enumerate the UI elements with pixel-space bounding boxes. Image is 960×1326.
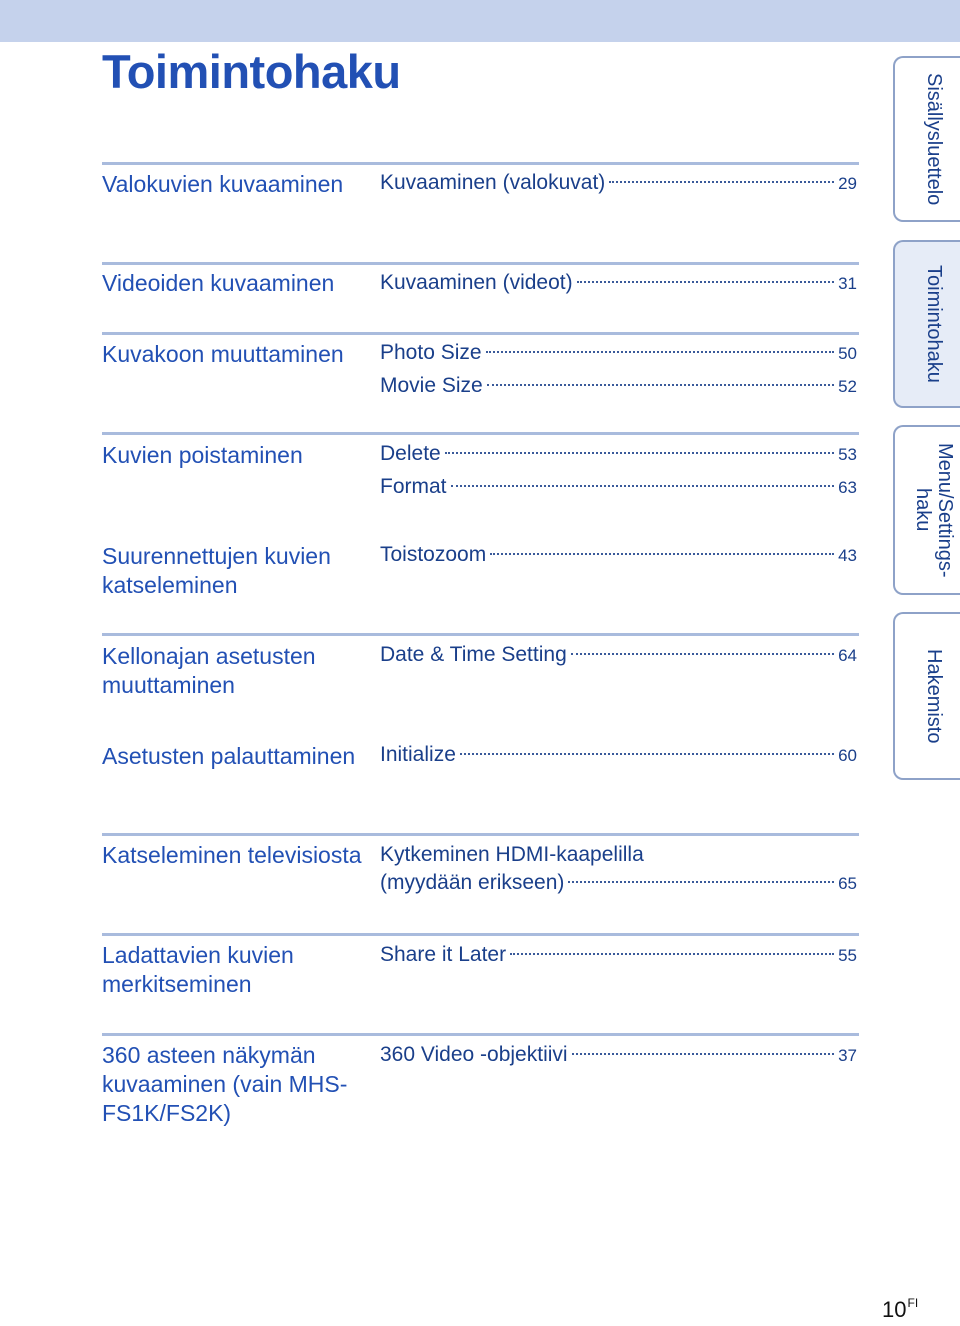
category-label: Videoiden kuvaaminen xyxy=(102,270,335,296)
entry-label-line2: (myydään erikseen) xyxy=(380,871,565,894)
dot-leader xyxy=(571,653,834,655)
index-entry[interactable] xyxy=(380,740,857,770)
entry-label: 360 Video -objektiivi xyxy=(380,1043,568,1066)
entry-label: Share it Later xyxy=(380,943,507,966)
dot-leader xyxy=(460,753,834,755)
page-title: Toimintohaku xyxy=(102,45,401,98)
index-entry[interactable] xyxy=(380,439,857,469)
dot-leader xyxy=(486,351,835,353)
entry-page-number: 65 xyxy=(838,874,857,893)
tab-toimintohaku[interactable] xyxy=(893,240,960,408)
category-label: Kuvien poistaminen xyxy=(102,442,303,468)
tab-hakemisto[interactable] xyxy=(893,612,960,780)
entry-page-number: 60 xyxy=(838,746,857,765)
index-entry[interactable] xyxy=(380,540,857,570)
tab-menu-settings-haku[interactable] xyxy=(893,425,960,595)
entry-page-number: 55 xyxy=(838,946,857,965)
section-rule xyxy=(102,833,859,836)
section-rule xyxy=(102,332,859,335)
tab-label: Hakemisto xyxy=(923,648,945,744)
section-rule xyxy=(102,432,859,435)
tab-label: Sisällysluettelo xyxy=(923,72,945,206)
index-entry[interactable] xyxy=(380,1040,857,1070)
dot-leader xyxy=(445,452,834,454)
entry-label: Kuvaaminen (valokuvat) xyxy=(380,171,606,194)
category-label: Katseleminen televisiosta xyxy=(102,842,362,868)
dot-leader xyxy=(568,881,834,883)
entry-label: Movie Size xyxy=(380,374,483,397)
entry-label-first-line-row xyxy=(380,840,857,870)
entry-label: Kuvaaminen (videot) xyxy=(380,271,573,294)
index-entry[interactable] xyxy=(380,168,857,198)
category-label: Ladattavien kuvien merkitseminen xyxy=(102,942,294,997)
entry-page-number: 50 xyxy=(838,344,857,363)
dot-leader xyxy=(609,181,834,183)
category-label: Asetusten palauttaminen xyxy=(102,743,356,769)
page-suffix: FI xyxy=(907,1296,919,1310)
dot-leader xyxy=(572,1053,835,1055)
category-label: Suurennettujen kuvien katseleminen xyxy=(102,543,331,598)
entry-label: Format xyxy=(380,475,447,498)
index-entry[interactable] xyxy=(380,940,857,970)
index-entry[interactable] xyxy=(380,371,857,401)
dot-leader xyxy=(510,953,834,955)
category-label: Valokuvien kuvaaminen xyxy=(102,171,344,197)
entry-label: Initialize xyxy=(380,743,456,766)
category-label: 360 asteen näkymän kuvaaminen (vain MHS-FS1K/FS2K) xyxy=(102,1042,348,1126)
section-rule xyxy=(102,162,859,165)
tab-label: Toimintohaku xyxy=(923,265,945,383)
entry-page-number: 53 xyxy=(838,445,857,464)
entry-page-number: 31 xyxy=(838,274,857,293)
section-rule xyxy=(102,262,859,265)
section-rule xyxy=(102,633,859,636)
section-rule xyxy=(102,1033,859,1036)
index-entry[interactable] xyxy=(380,640,857,670)
entry-page-number: 37 xyxy=(838,1046,857,1065)
entry-page-number: 29 xyxy=(838,174,857,193)
entry-page-number: 52 xyxy=(838,377,857,396)
entry-page-number: 63 xyxy=(838,478,857,497)
top-color-band xyxy=(0,0,960,42)
tab-label-line2: haku xyxy=(912,488,934,532)
entry-label: Date & Time Setting xyxy=(380,643,567,666)
page-number-value: 10 xyxy=(882,1297,907,1322)
index-entry[interactable] xyxy=(380,868,857,898)
category-label: Kellonajan asetusten muuttaminen xyxy=(102,643,316,698)
section-rule xyxy=(102,933,859,936)
entry-page-number: 43 xyxy=(838,546,857,565)
tab-sisallysluettelo[interactable] xyxy=(893,56,960,222)
dot-leader xyxy=(451,485,835,487)
entry-label-line1: Kytkeminen HDMI-kaapelilla xyxy=(380,843,644,866)
dot-leader xyxy=(487,384,834,386)
tab-label xyxy=(912,443,956,578)
tab-label-line1: Menu/Settings- xyxy=(934,442,956,578)
dot-leader xyxy=(577,281,834,283)
category-label: Kuvakoon muuttaminen xyxy=(102,341,344,367)
dot-leader xyxy=(490,553,834,555)
index-entry[interactable] xyxy=(380,268,857,298)
index-entry[interactable] xyxy=(380,472,857,502)
entry-label: Photo Size xyxy=(380,341,482,364)
entry-page-number: 64 xyxy=(838,646,857,665)
page-number xyxy=(882,1296,918,1323)
entry-label: Toistozoom xyxy=(380,543,487,566)
index-entry[interactable] xyxy=(380,338,857,368)
entry-label: Delete xyxy=(380,442,441,465)
